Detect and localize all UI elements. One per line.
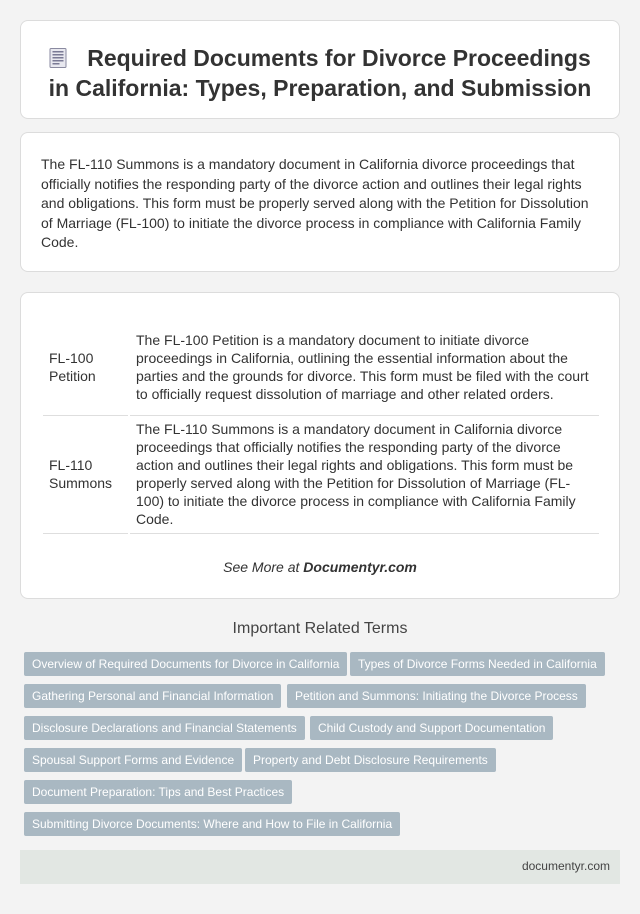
related-term-tag[interactable]: Property and Debt Disclosure Requirements <box>245 748 496 772</box>
related-term-tag[interactable]: Child Custody and Support Documentation <box>310 716 553 740</box>
row-description: The FL-110 Summons is a mandatory document in California divorce proceedings that officially notifies the responding party of the divorce action and outlines their legal rights and obligations. This form must be properly served along with the Petition for Dissolution of Marriage (FL-100) to initiate the divorce process in compliance with California Family Code. <box>129 415 599 533</box>
documents-card <box>20 292 620 599</box>
intro-card <box>20 132 620 272</box>
footer-bar <box>20 850 620 884</box>
related-term-tag[interactable]: Overview of Required Documents for Divorce in California <box>24 652 347 676</box>
related-terms-heading: Important Related Terms <box>232 620 408 637</box>
table-row <box>43 415 599 533</box>
row-label: FL-110 Summons <box>43 415 129 533</box>
row-description: The FL-100 Petition is a mandatory document to initiate divorce proceedings in California, outlining the essential information about the parties and the grounds for divorce. This form must be filed with the court to officially request dissolution of marriage and other related orders. <box>129 320 599 415</box>
footer-site[interactable]: documentyr.com <box>521 859 610 873</box>
related-term-tag[interactable]: Gathering Personal and Financial Information <box>24 684 281 708</box>
see-more-link[interactable]: Documentyr.com <box>303 559 417 575</box>
row-label: FL-100 Petition <box>43 320 129 415</box>
intro-paragraph: The FL-110 Summons is a mandatory document in California divorce proceedings that officially notifies the responding party of the divorce action and outlines their legal rights and obligations. This form must be properly served along with the Petition for Dissolution of Marriage (FL-100) to initiate the divorce process in compliance with California Family Code. <box>41 156 589 250</box>
related-term-tag[interactable]: Submitting Divorce Documents: Where and How to File in California <box>24 812 400 836</box>
page-title <box>41 43 599 103</box>
document-icon <box>49 45 67 65</box>
related-term-tag[interactable]: Document Preparation: Tips and Best Practices <box>24 780 292 804</box>
related-term-tag[interactable]: Disclosure Declarations and Financial Statements <box>24 716 305 740</box>
see-more <box>21 559 619 575</box>
see-more-prefix: See More at <box>223 559 304 575</box>
title-card <box>20 20 620 119</box>
related-term-tag[interactable]: Types of Divorce Forms Needed in California <box>350 652 605 676</box>
page-title-text: Required Documents for Divorce Proceedings in California: Types, Preparation, and Submission <box>48 45 592 101</box>
table-row <box>43 320 599 415</box>
documents-table <box>43 320 599 534</box>
related-term-tag[interactable]: Petition and Summons: Initiating the Divorce Process <box>287 684 586 708</box>
related-term-tag[interactable]: Spousal Support Forms and Evidence <box>24 748 242 772</box>
